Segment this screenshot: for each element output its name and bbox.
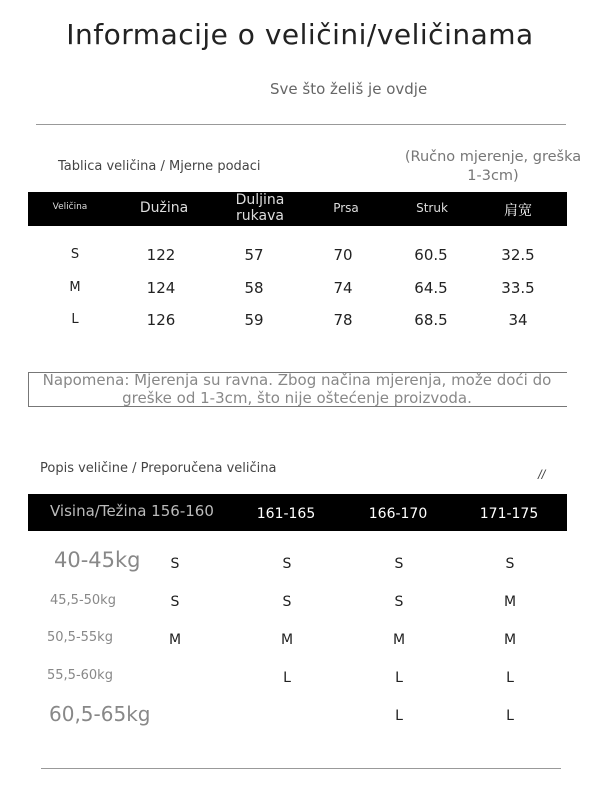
table-cell: L [71, 312, 79, 327]
table-cell: S [505, 556, 515, 572]
col-header-height-weight: Visina/Težina 156-160 [50, 502, 214, 520]
table-cell: S [282, 556, 292, 572]
table-cell: 33.5 [501, 279, 535, 297]
col-header-waist: Struk [416, 201, 448, 215]
table-cell: L [395, 708, 403, 724]
table-cell: S [170, 556, 180, 572]
table-cell: 68.5 [414, 311, 448, 329]
col-header-166-170: 166-170 [368, 506, 428, 522]
table-cell: M [69, 280, 81, 295]
col-header-161-165: 161-165 [256, 506, 316, 522]
weight-label: 40-45kg [54, 548, 141, 572]
measurement-note: (Ručno mjerenje, greška 1-3cm) [404, 149, 582, 184]
table-cell: S [394, 594, 404, 610]
weight-label: 60,5-65kg [49, 702, 151, 726]
recommend-table-label: Popis veličine / Preporučena veličina [40, 461, 277, 476]
decorative-mark: // [538, 467, 546, 482]
table-cell: S [170, 594, 180, 610]
table-cell: 70 [333, 246, 353, 264]
table-cell: M [168, 632, 182, 648]
table-cell: S [70, 247, 80, 262]
bottom-divider [41, 768, 561, 769]
col-header-171-175: 171-175 [479, 506, 539, 522]
recommend-table-header [28, 494, 567, 531]
table-cell: L [506, 670, 514, 686]
weight-label: 55,5-60kg [47, 668, 113, 683]
table-cell: L [506, 708, 514, 724]
notice-text: Napomena: Mjerenja su ravna. Zbog načina mjerenja, može doći do greške od 1-3cm, što nije oštećenje proizvoda. [42, 371, 552, 407]
table-cell: M [503, 632, 517, 648]
table-cell: S [394, 556, 404, 572]
table-cell: 58 [244, 279, 264, 297]
weight-label: 45,5-50kg [50, 593, 116, 608]
page-title: Informacije o veličini/veličinama [66, 18, 534, 51]
table-cell: 34 [508, 311, 528, 329]
table-cell: 60.5 [414, 246, 448, 264]
table-cell: L [283, 670, 291, 686]
table-cell: 59 [244, 311, 264, 329]
col-header-length: Dužina [139, 200, 189, 216]
col-header-shoulder: 肩宽 [504, 203, 532, 219]
table-cell: 64.5 [414, 279, 448, 297]
table-cell: 122 [146, 246, 176, 264]
table-cell: S [282, 594, 292, 610]
table-cell: 57 [244, 246, 264, 264]
table-cell: 74 [333, 279, 353, 297]
table-cell: 124 [146, 279, 176, 297]
col-header-size: Veličina [52, 202, 88, 212]
col-header-chest: Prsa [333, 201, 359, 215]
top-divider [36, 124, 566, 125]
table-cell: 126 [146, 311, 176, 329]
table-cell: M [392, 632, 406, 648]
table-cell: M [503, 594, 517, 610]
table-cell: L [395, 670, 403, 686]
size-table-label: Tablica veličina / Mjerne podaci [58, 159, 261, 174]
table-cell: M [280, 632, 294, 648]
weight-label: 50,5-55kg [47, 630, 113, 645]
page-subtitle: Sve što želiš je ovdje [270, 80, 428, 98]
table-cell: 32.5 [501, 246, 535, 264]
col-header-sleeve: Duljina rukava [235, 192, 285, 224]
size-table-header [28, 192, 567, 226]
table-cell: 78 [333, 311, 353, 329]
